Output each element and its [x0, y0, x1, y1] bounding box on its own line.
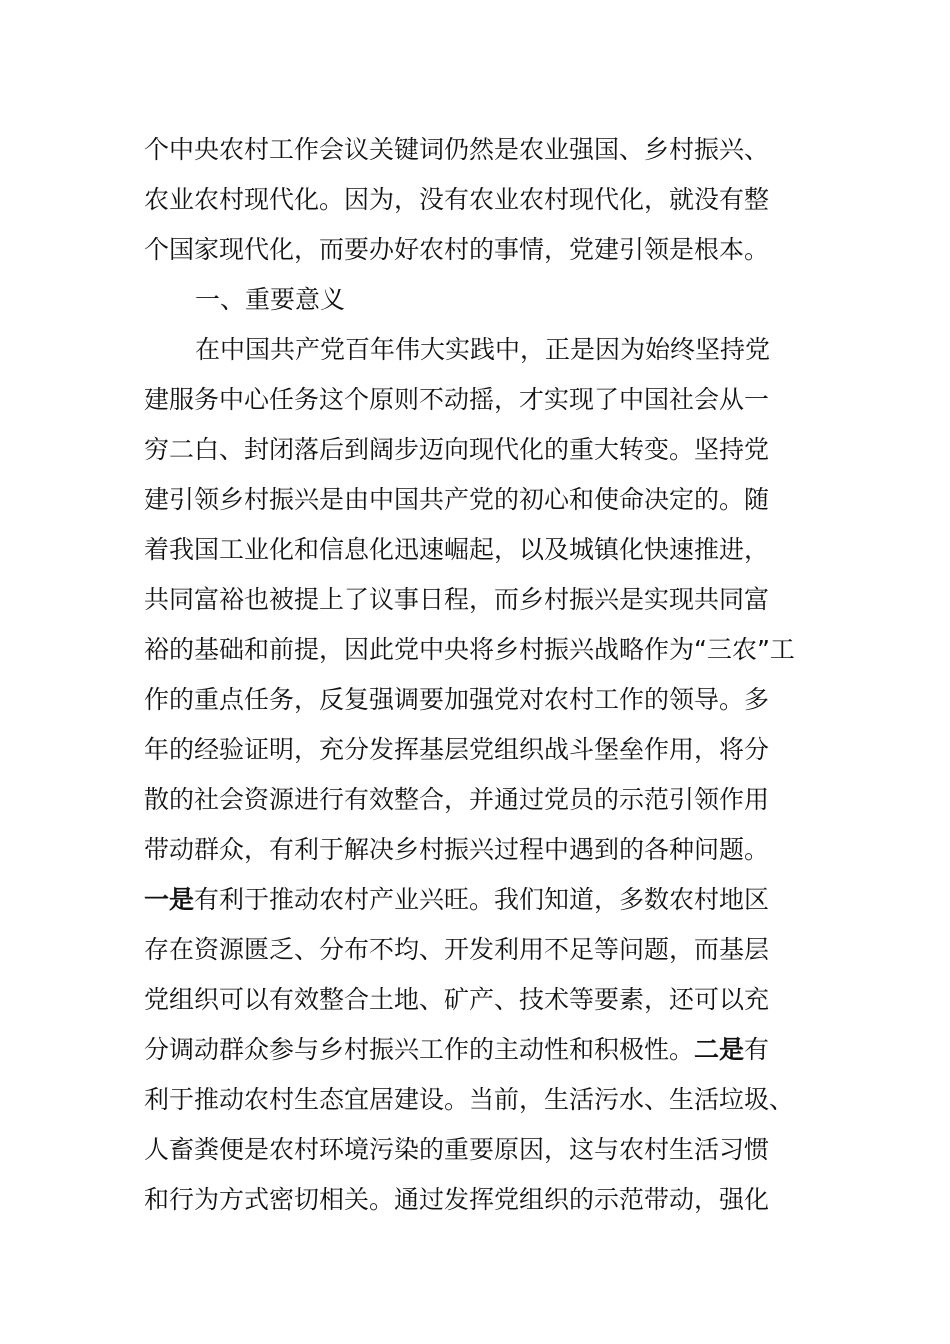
- text-line: 建引领乡村振兴是由中国共产党的初心和使命决定的。随: [144, 485, 770, 514]
- text-line: 个国家现代化，而要办好农村的事情，党建引领是根本。: [144, 235, 770, 264]
- text-segment: 分调动群众参与乡村振兴工作的主动性和积极性。: [144, 1035, 695, 1064]
- text-line: 作的重点任务，反复强调要加强党对农村工作的领导。多: [144, 685, 770, 714]
- text-line: 裕的基础和前提，因此党中央将乡村振兴战略作为“三农”工: [144, 635, 795, 664]
- text-line: [144, 875, 824, 925]
- text-line: [144, 1025, 824, 1075]
- text-line: 年的经验证明，充分发挥基层党组织战斗堡垒作用，将分: [144, 735, 770, 764]
- text-segment: 有: [744, 1035, 770, 1064]
- text-segment: 有利于推动农村产业兴旺。我们知道，多数农村地区: [194, 885, 770, 914]
- document-body: [144, 125, 824, 1225]
- point-one-marker: 一是: [144, 885, 195, 914]
- text-line: 散的社会资源进行有效整合，并通过党员的示范引领作用: [144, 785, 770, 814]
- text-line: 建服务中心任务这个原则不动摇，才实现了中国社会从一: [144, 385, 770, 414]
- text-line: 存在资源匮乏、分布不均、开发利用不足等问题，而基层: [144, 935, 770, 964]
- text-line: 人畜粪便是农村环境污染的重要原因，这与农村生活习惯: [144, 1135, 770, 1164]
- text-line: 和行为方式密切相关。通过发挥党组织的示范带动，强化: [144, 1185, 770, 1214]
- text-line: 在中国共产党百年伟大实践中，正是因为始终坚持党: [195, 335, 771, 364]
- text-line: 党组织可以有效整合土地、矿产、技术等要素，还可以充: [144, 985, 770, 1014]
- text-line: 共同富裕也被提上了议事日程，而乡村振兴是实现共同富: [144, 585, 770, 614]
- point-two-marker: 二是: [694, 1035, 745, 1064]
- text-line: 带动群众，有利于解决乡村振兴过程中遇到的各种问题。: [144, 835, 770, 864]
- text-line: 着我国工业化和信息化迅速崛起，以及城镇化快速推进，: [144, 535, 770, 564]
- text-line: 农业农村现代化。因为，没有农业农村现代化，就没有整: [144, 185, 770, 214]
- section-heading: 一、重要意义: [195, 285, 346, 314]
- text-line: 利于推动农村生态宜居建设。当前，生活污水、生活垃圾、: [144, 1085, 795, 1114]
- text-line: 穷二白、封闭落后到阔步迈向现代化的重大转变。坚持党: [144, 435, 770, 464]
- text-line: 个中央农村工作会议关键词仍然是农业强国、乡村振兴、: [144, 135, 770, 164]
